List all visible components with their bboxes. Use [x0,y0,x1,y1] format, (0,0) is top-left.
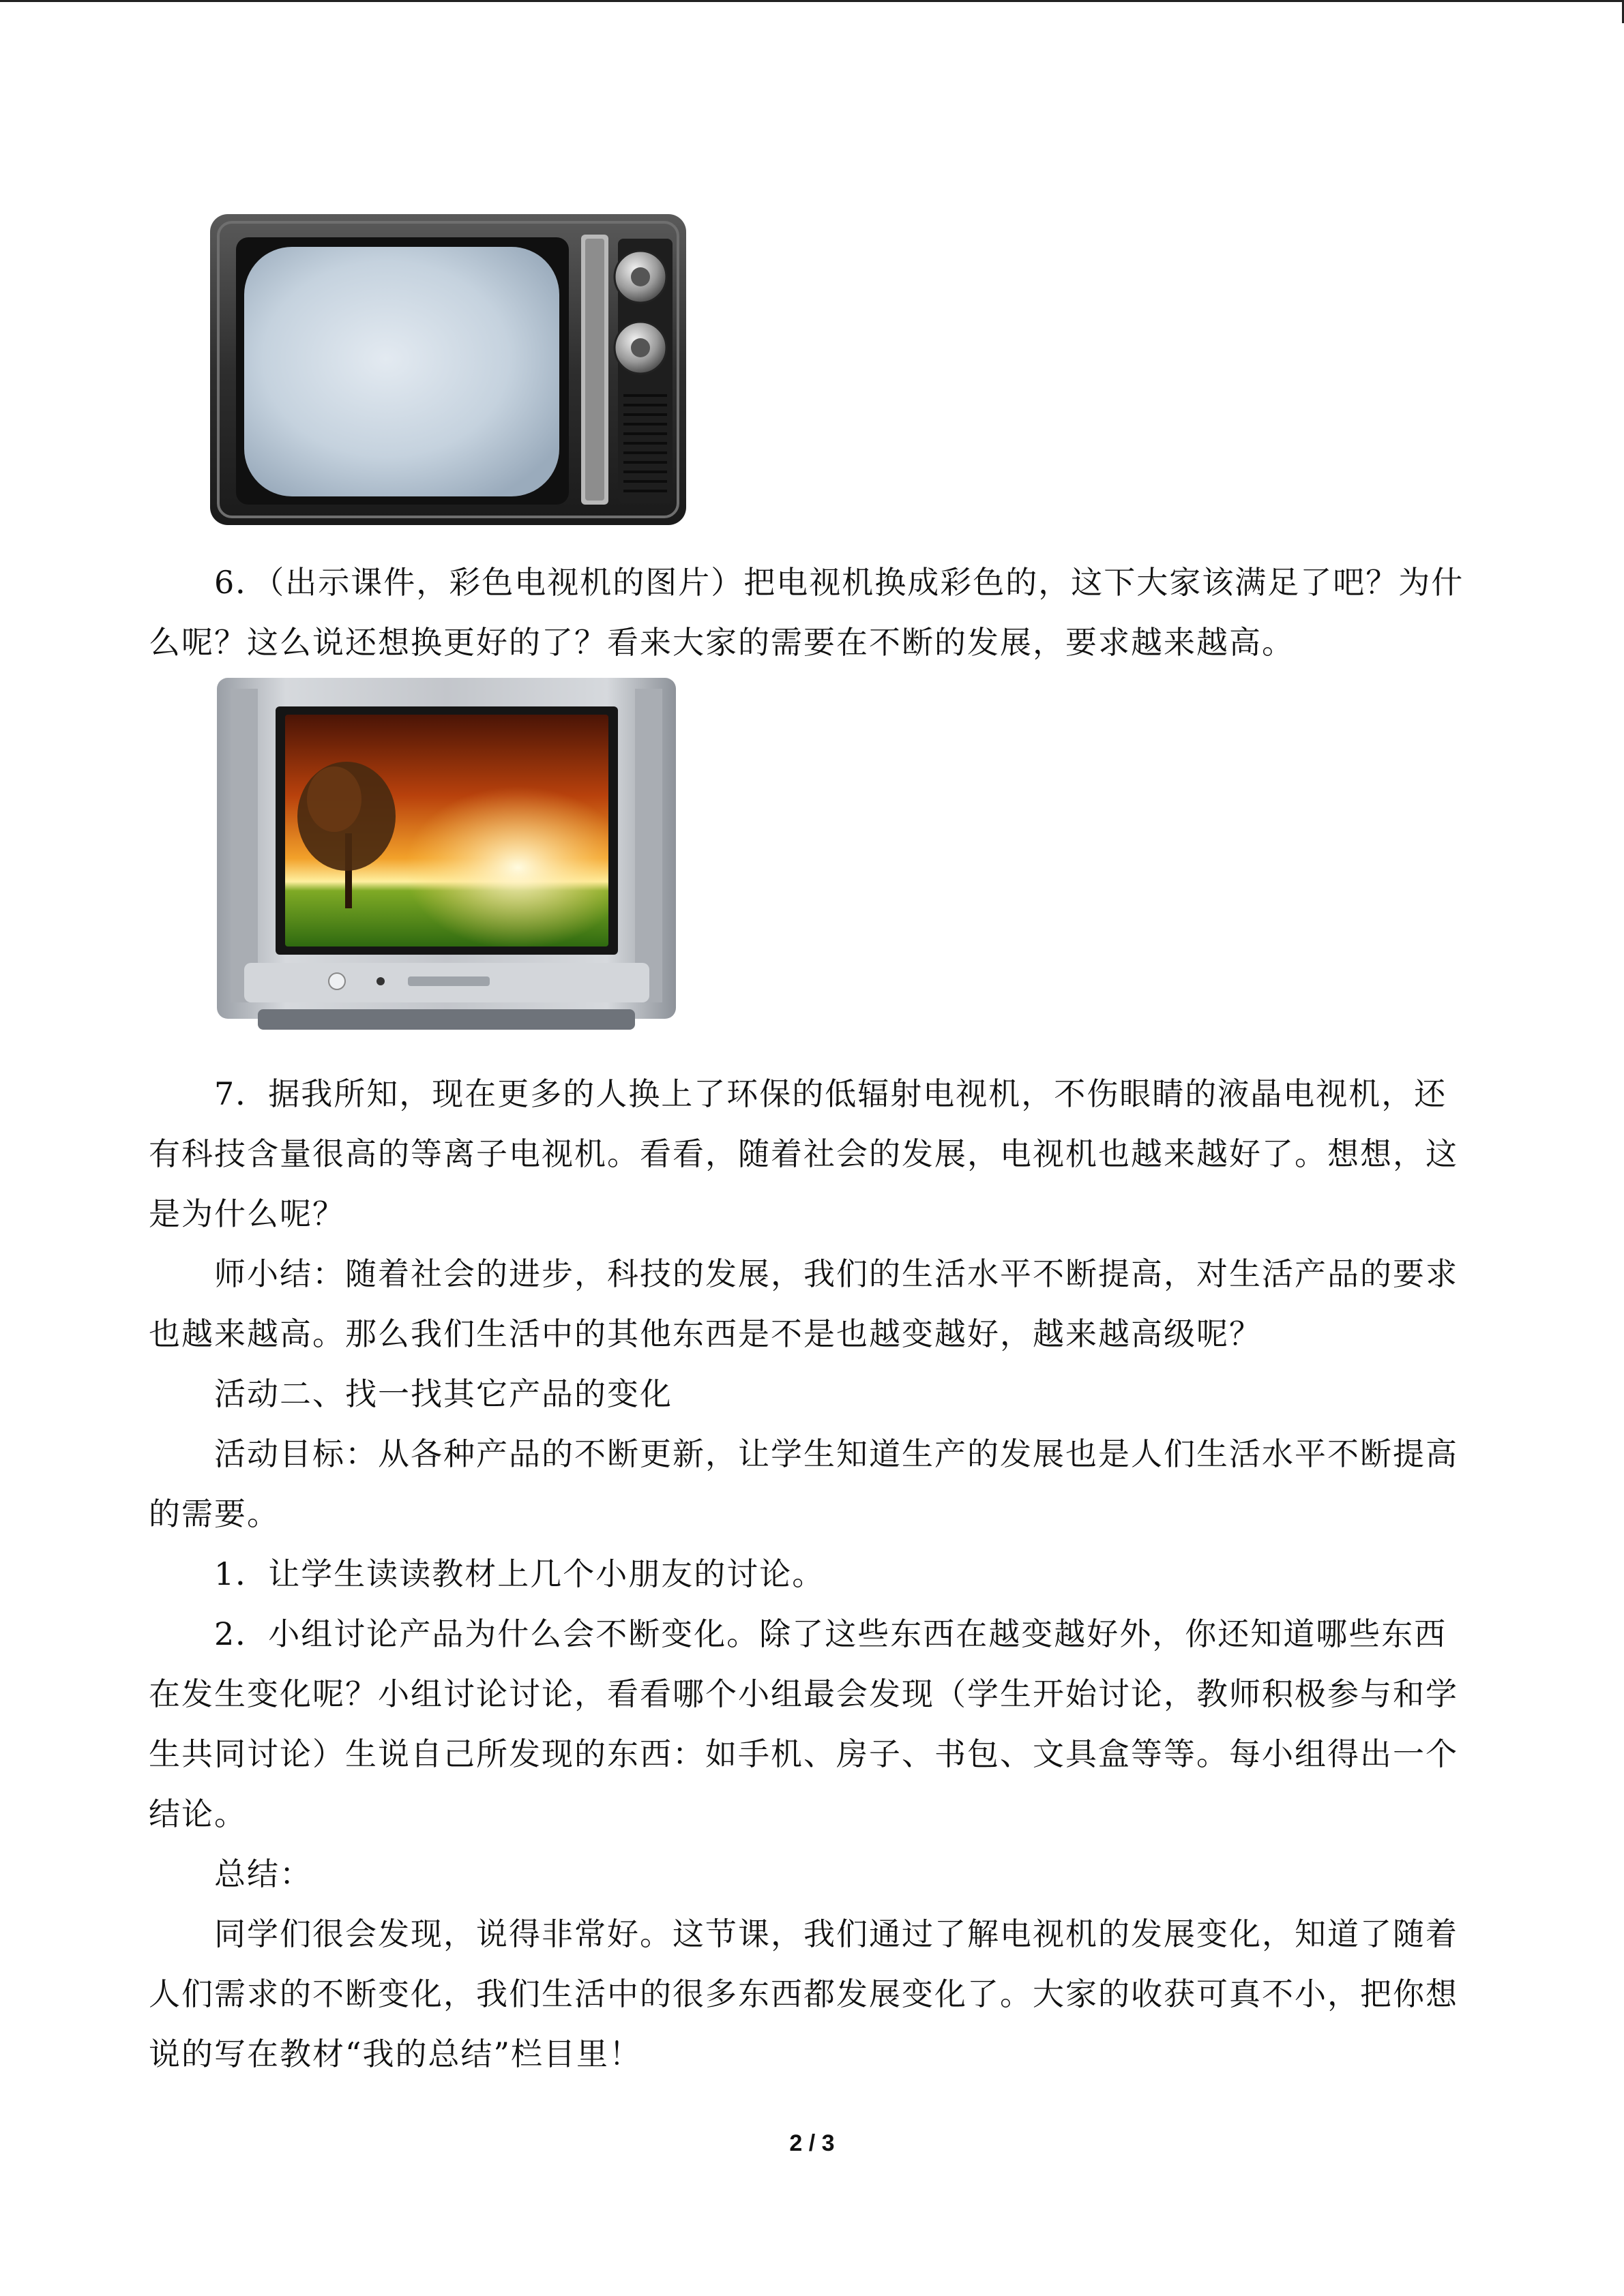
page-number: 2 / 3 [789,2130,835,2156]
black-and-white-tv-image [209,211,688,528]
activity-two-heading: 活动二、找一找其它产品的变化 [214,1375,673,1412]
paragraph-item-6: 6．（出示课件，彩色电视机的图片）把电视机换成彩色的，这下大家该满足了吧？为什么呢？这么说还想换更好的了？看来大家的需要在不断的发展，要求越来越高。 [149,564,1464,661]
step-2-paragraph: 2．小组讨论产品为什么会不断变化。除了这些东西在越变越好外，你还知道哪些东西在发生变化呢？小组讨论讨论，看看哪个小组最会发现（学生开始讨论，教师积极参与和学生共同讨论）生说自己所发现的东西：如手机、房子、书包、文具盒等等。每小组得出一个结论。 [149,1615,1458,1832]
step-1-paragraph: 1．让学生读读教材上几个小朋友的讨论。 [214,1555,825,1592]
page-top-border [0,0,1624,2]
teacher-summary-paragraph: 师小结：随着社会的进步，科技的发展，我们的生活水平不断提高，对生活产品的要求也越来越高。那么我们生活中的其他东西是不是也越变越好，越来越高级呢？ [149,1255,1458,1352]
text-block-bottom [149,1064,1472,2084]
paragraph-item-7: 7．据我所知，现在更多的人换上了环保的低辐射电视机，不伤眼睛的液晶电视机，还有科技含量很高的等离子电视机。看看，随着社会的发展，电视机也越来越好了。想想，这是为什么呢？ [149,1075,1458,1232]
summary-heading: 总结： [214,1855,312,1892]
color-tv-image [217,676,676,1038]
activity-goal-paragraph: 活动目标：从各种产品的不断更新，让学生知道生产的发展也是人们生活水平不断提高的需要。 [149,1435,1458,1532]
summary-paragraph: 同学们很会发现，说得非常好。这节课，我们通过了解电视机的发展变化，知道了随着人们需求的不断变化，我们生活中的很多东西都发展变化了。大家的收获可真不小，把你想说的写在教材“我的总结”栏目里！ [149,1915,1458,2072]
text-block-top [149,552,1472,672]
